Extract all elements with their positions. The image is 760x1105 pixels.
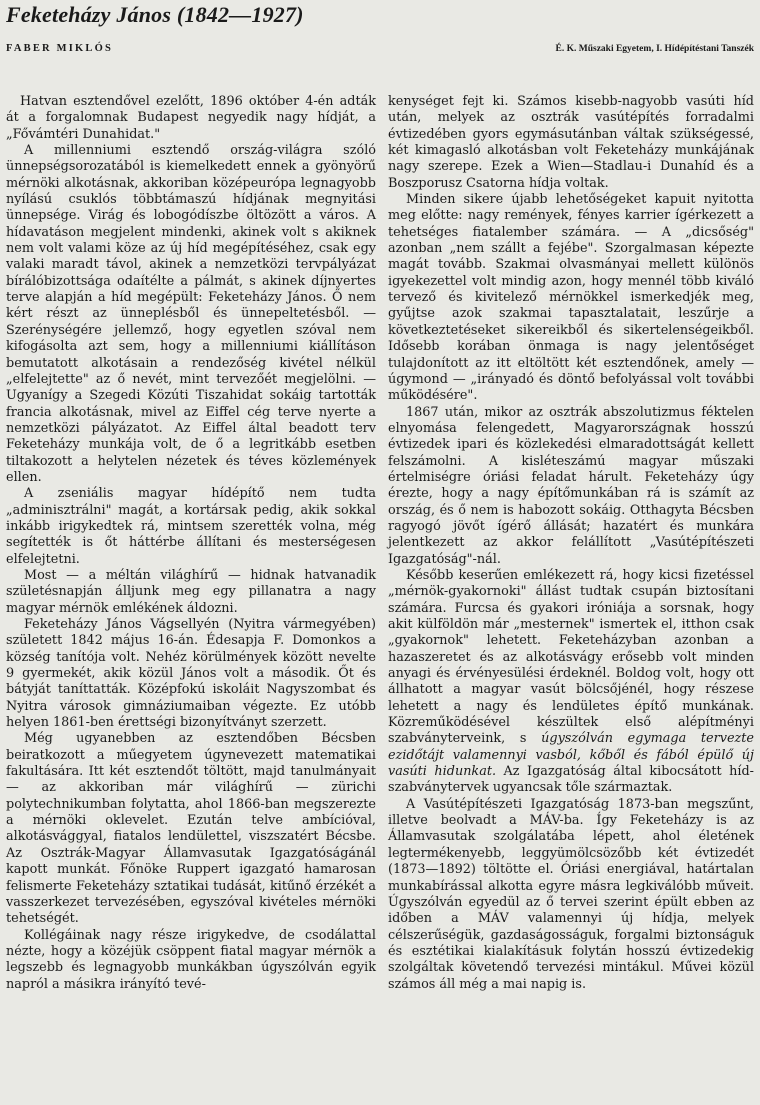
paragraph-text: Az Igazgatóság által kibocsátott híd-szabványtervek ugyancsak tőle származtak. <box>388 764 754 796</box>
left-column <box>6 94 376 993</box>
emphasized-text: úgyszólván egymaga tervezte ezidőtájt valamennyi vasból, kőből és fából épülő új vasúti hidunkat. <box>388 731 754 780</box>
paragraph: Kollégáinak nagy része irigykedve, de csodálattal nézte, hogy a közéjük csöppent fiatal magyar mérnök a legszebb és legnagyobb munkákban úgyszólván egyik napról a másikra irányító tevé- <box>6 927 376 992</box>
paragraph <box>388 568 754 797</box>
paragraph: Most — a méltán világhírű — hidnak hatvanadik születésnapján álljunk meg egy pillanatra a nagy magyar mérnök emlékének áldozni. <box>6 567 376 616</box>
paragraph: Hatvan esztendővel ezelőtt, 1896 október 4-én adták át a forgalomnak Budapest negyedik nagy hídját, a „Fővámtéri Dunahidat." <box>6 94 376 142</box>
paragraph: Még ugyanebben az esztendőben Bécsben beiratkozott a műegyetem úgynevezett matematikai fakultására. Itt két esztendőt töltött, majd tanulmányait — az akkoriban már világhírű — zürichi polytechnikumban folytatta, ahol 1866-ban megszerezte a mérnöki oklevelet. Ezután telve ambícióval, alkotásvággyal, fiatalos lendülettel, viszszatért Bécsbe. Az Osztrák-Magyar Államvasutak Igazgatóságánál kapott munkát. Főnöke Ruppert igazgató hamarosan felismerte Feketeházy sztatikai tudását, kitűnő érzékét a vasszerkezet tervezésében, egyszóval kivételes mérnöki tehetségét. <box>6 731 376 927</box>
paragraph: A millenniumi esztendő ország-világra szóló ünnepségsorozatából is kiemelkedett ennek a gyönyörű mérnöki alkotásnak, akkoriban középeurópa legnagyobb nyílású csuklós többtámaszú hídjának megnyitási ünnepsége. Virág és lobogódíszbe öltözött a város. A hídavatáson megjelent mindenki, akinek volt s akiknek nem volt valami köze az új híd megépítéséhez, csak egy valaki maradt távol, akinek a nemzetközi tervpályázat bírálóbizottsága odaítélte a pálmát, s akinek díjnyertes terve alapján a híd megépült: Feketeházy János. Ő nem kért részt az ünneplésből és ünnepeltetésből. — Szerénységére jellemző, hogy egyetlen szóval nem kifogásolta azt sem, hogy a millenniumi kiállításon bemutatott alkotásain a rendezőség kivétel nélkül „elfelejtette" az ő nevét, mint tervezőét megjelölni. — Ugyanígy a Szegedi Közúti Tiszahidat sokáig tartották francia alkotásnak, mivel az Eiffel cég terve nyerte a nemzetközi pályázatot. Az Eiffel által beadott terv Feketeházy munkája volt, de ő a legritkább esetben tiltakozott a helytelen nézetek és téves közlemények ellen. <box>6 143 376 485</box>
paragraph: kenységet fejt ki. Számos kisebb-nagyobb vasúti híd után, melyek az osztrák vasútépítés forradalmi évtizedében gyors egymásutánban váltak szükségessé, két kimagasló alkotásban volt Feketeházy munkájának nagy szerepe. Ezek a Wien—Stadlau-i Dunahíd és a Boszporusz Csatorna hídja voltak. <box>388 94 754 191</box>
paragraph: Minden sikere újabb lehetőségeket kapuit nyitotta meg előtte: nagy remények, fényes karrier ígérkezett a tehetséges fiatalember számára. — A „dicsőség" azonban „nem szállt a fejébe". Szorgalmasan képezte magát tovább. Szakmai olvasmányai mellett különös igyekezettel volt mindig azon, hogy mennél több kiváló tervező és kivitelező mérnökkel ismerkedjék meg, gyűjtse azok szakmai tapasztalatait, leszűrje a következtetéseket sikereikből és sikertelenségeikből. Idősebb korában önmaga is nagy jelentőséget tulajdonított az itt eltöltött két esztendőnek, amely — úgymond — „irányadó és döntő befolyással volt további működésére". <box>388 192 754 404</box>
author-name: FABER MIKLÓS <box>6 43 114 54</box>
paragraph-text: Később keserűen emlékezett rá, hogy kicsi fizetéssel „mérnök-gyakornoki" állást tudtak csupán biztosítani számára. Furcsa és gyakori iróniája a sorsnak, hogy akit külföldön már „mesternek" ismertek el, itthon csak „gyakornok" lehetett. Feketeházyban azonban a hazaszeretet és az alkotásvágy erősebb volt minden anyagi és érvényesülési érdeknél. Boldog volt, hogy ott állhatott a magyar vasút bölcsőjénél, hogy részese lehetett a nagy és lendületes építő munkának. Közreműködésével készültek első alépítményi szabványterveink, s <box>388 567 754 747</box>
author-affiliation: É. K. Műszaki Egyetem, I. Hídépítéstani Tanszék <box>555 44 754 54</box>
paragraph: A zseniális magyar hídépítő nem tudta „adminisztrálni" magát, a kortársak pedig, akik sokkal inkább irigykedtek rá, mintsem szerették volna, még segítették is őt háttérbe állítani és mesterségesen elfelejtetni. <box>6 486 376 567</box>
paragraph: Feketeházy János Vágsellyén (Nyitra vármegyében) született 1842 május 16-án. Édesapja F. Domonkos a község tanítója volt. Nehéz körülmények között nevelte 9 gyermekét, akik közül János volt a második. Őt és bátyját taníttatták. Középfokú iskoláit Nagyszombat és Nyitra városok gimnáziumaiban végezte. Ez utóbb helyen 1861-ben érettségi bizonyítványt szerzett. <box>6 617 376 731</box>
paragraph: 1867 után, mikor az osztrák abszolutizmus féktelen elnyomása felengedett, Magyarországnak hosszú évtizedek ipari és közlekedési elmaradottságát kellett felszámolni. A kisléteszámú magyar műszaki értelmiségre óriási feladat hárult. Feketeházy úgy érezte, hogy a nagy építőmunkában rá is számít az ország, és ő nem is habozott sokáig. Otthagyta Bécsben ragyogó jövőt ígérő állását; hazatért és munkára jelentkezett az akkor felállított „Vasútépítészeti Igazgatóság"-nál. <box>388 404 754 567</box>
article-title: Feketeházy János (1842—1927) <box>6 2 304 27</box>
right-column <box>388 94 754 993</box>
paragraph: A Vasútépítészeti Igazgatóság 1873-ban megszűnt, illetve beolvadt a MÁV-ba. Így Feketeházy is az Államvasutak szolgálatába lépett, ahol életének legtermékenyebb, leggyümölcsözőbb két évtizedét (1873—1892) töltötte el. Óriási energiával, határtalan munkabírással alkotta egyre másra legkiválóbb műveit. Úgyszólván egyedül az ő tervei szerint épült ebben az időben a MÁV valamennyi új hídja, melyek célszerűségük, gazdaságosságuk, forgalmi biztonságuk és esztétikai kialakításuk folytán hosszú évtizedekig szolgáltak követendő tervezési mintákul. Művei közül számos áll még a mai napig is. <box>388 796 754 992</box>
